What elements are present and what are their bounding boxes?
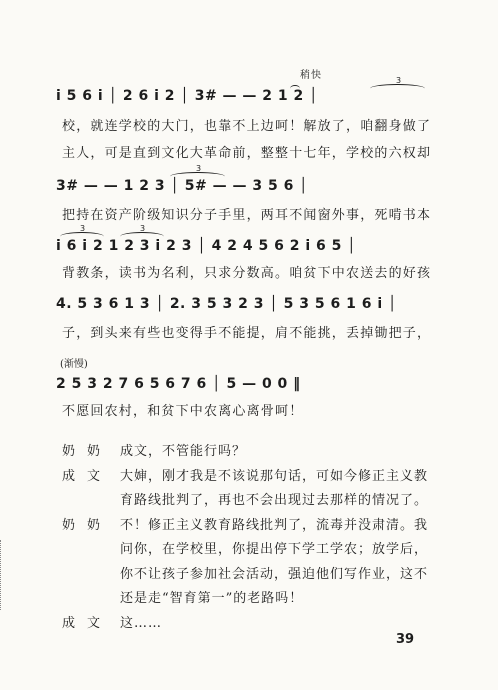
score-notes-line-4: 4. 5 3 6 1 3 │ 2. 3 5 3 2 3 │ 5 3 5 6 1 6 i │	[56, 296, 397, 312]
triplet-mark: 3	[80, 224, 86, 233]
page-number: 39	[396, 632, 415, 647]
tie-mark	[370, 84, 425, 93]
lyric-line-4: 背教条，读书为名利，只求分数高。咱贫下中农送去的好孩	[62, 266, 432, 281]
dialogue-block	[62, 440, 490, 636]
margin-scan-mark	[0, 540, 9, 610]
dialogue-entry	[62, 440, 490, 465]
speech-line: 不！修正主义教育路线批判了，流毒并没肃清。我	[120, 517, 429, 533]
score-notes-line-5: 2 5 3 2 7 6 5 6 7 6 │ 5 — 0 0 ‖	[56, 376, 301, 392]
speaker-name: 成文	[62, 468, 113, 484]
score-notes-line-1: i 5 6 i │ 2 6 i 2 │ 3# — — 2 1 2 │	[56, 88, 319, 104]
lyric-line-6: 不愿回农村，和贫下中农离心离骨呵！	[62, 404, 304, 419]
speaker-name: 奶奶	[62, 517, 113, 533]
tie-mark	[170, 172, 225, 181]
speech-line: 大婶，刚才我是不该说那句话，可如今修正主义教	[120, 468, 429, 484]
speech-text	[120, 465, 490, 514]
speech-line: 你不让孩子参加社会活动，强迫他们写作业，这不	[120, 566, 429, 582]
tempo-mark: 稍快	[300, 70, 322, 81]
lyric-line-5: 子，到头来有些也变得手不能提，肩不能挑，丢掉锄把子，	[62, 326, 432, 341]
speech-line: 问你，在学校里，你提出停下学工学农；放学后，	[120, 542, 429, 557]
lyric-line-1: 校，就连学校的大门，也靠不上边呵！解放了，咱翻身做了	[62, 119, 432, 134]
tie-mark	[60, 232, 104, 241]
score-notes-line-2: 3# — — 1 2 3 │ 5# — — 3 5 6 │	[56, 178, 309, 194]
triplet-mark: 3	[196, 164, 202, 173]
speech-line: 育路线批判了，再也不会出现过去那样的情况了。	[120, 493, 429, 508]
speech-line: 还是走“智育第一”的老路吗！	[120, 591, 304, 606]
score-notes-line-3: i 6 i 2 1 2 3 i 2 3 │ 4 2 4 5 6 2 i 6 5 │	[56, 238, 357, 254]
speech-line: 这……	[120, 615, 163, 631]
speech-line: 成文，不管能行吗？	[120, 444, 247, 459]
tempo-annotation: (渐慢)	[60, 359, 88, 370]
dialogue-entry	[62, 514, 490, 612]
speech-text	[120, 612, 490, 637]
tie-mark	[120, 232, 164, 241]
triplet-mark: 3	[396, 76, 402, 85]
speech-text	[120, 514, 490, 612]
speaker-name: 奶奶	[62, 444, 113, 459]
dialogue-entry	[62, 465, 490, 514]
lyric-line-2: 主人，可是直到文化大革命前，整整十七年，学校的六权却	[62, 146, 432, 161]
triplet-mark: 3	[140, 224, 146, 233]
speech-text	[120, 440, 490, 465]
speaker-name: 成文	[62, 615, 113, 631]
dialogue-entry	[62, 612, 490, 637]
lyric-line-3: 把持在资产阶级知识分子手里，两耳不闻窗外事，死啃书本	[62, 208, 432, 223]
